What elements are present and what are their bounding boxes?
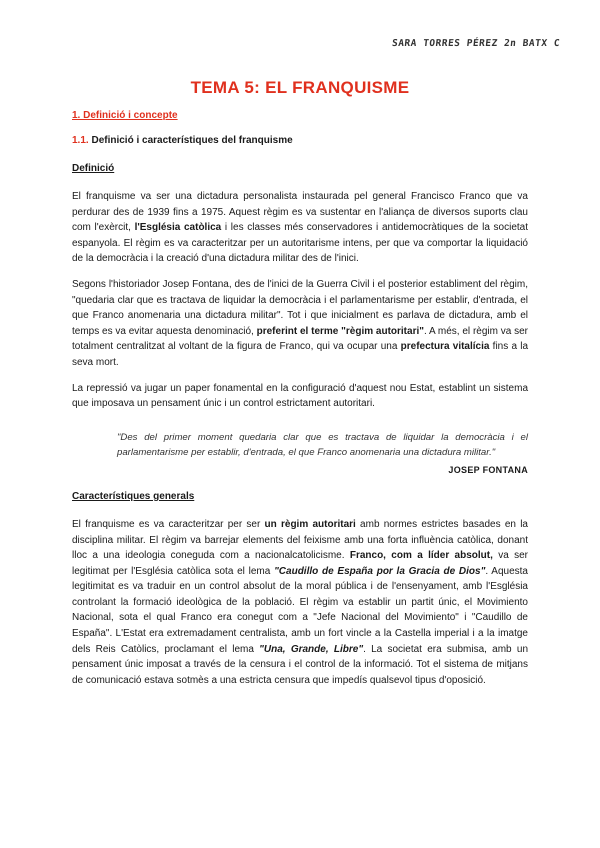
definicio-heading: Definició — [72, 163, 115, 174]
caracteristiques-paragraph: El franquisme es va caracteritzar per ser un règim autoritari amb normes estrictes basades en la disciplina militar. El règim va barrejar elements del feixisme amb una forta influència catòlica, donant lloc a una ideologia coneguda com a nacionalcatolicisme. Franco, com a líder absolut, va ser legitimat per l'Església catòlica sota el lema "Caudillo de España por la Gracia de Dios". Aquesta legitimitat es va traduir en un control absolut de la moral pública i de l'ensenyament, amb l'Església controlant la formació ideològica de la població. El règim va establir un partit únic, el Movimiento Nacional, sota el qual Franco era conegut com a "Jefe Nacional del Movimiento" i "Caudillo de España". L'Estat era extremadament centralista, amb un fort vincle a la Castella imperial i a la imatge dels Reis Catòlics, proclamant el lema "Una, Grande, Libre". La societat era submisa, amb un pensament únic imposat a través de la censura i el control de la informació. Tot el sistema de mitjans de comunicació estava sotmès a una estricta censura que impedís qualsevol tipus d'oposició. — [72, 518, 528, 686]
definicio-paragraph-2: Segons l'historiador Josep Fontana, des de l'inici de la Guerra Civil i el posterior establiment del règim, "quedaria clar que es tractava de liquidar la democràcia i el parlamentarisme per establir, d'entrada, el que Franco anomenaria una dictadura militar". Tot i que inicialment es parlava de dictadura, amb el temps es va evitar aquesta denominació, preferint el terme "règim autoritari". A més, el règim va ser totalment centralitzat al voltant de la figura de Franco, qui va ocupar una prefectura vitalícia fins a la seva mort. — [72, 278, 529, 368]
definicio-paragraph-1: El franquisme va ser una dictadura personalista instaurada pel general Francisco Franco que va perdurar des de 1939 fins a 1975. Aquest règim es va sustentar en l'aliança de diversos suports clau com l'exèrcit, l'Església catòlica i les classes més conservadores i antidemocràtiques de la societat espanyola. El règim es va caracteritzar per un autoritarisme intens, per que va comportar la liquidació de la democràcia i la creació d'una dictadura militar des de l'inici. — [72, 191, 529, 265]
section-1-1-label: Definició i característiques del franquisme — [91, 135, 293, 146]
section-1-heading: 1. Definició i concepte — [72, 110, 178, 121]
fontana-quote: "Des del primer moment quedaria clar que es tractava de liquidar la democràcia i el parlamentarisme per establir, d'entrada, el que Franco anomenaria una dictadura militar." — [117, 431, 528, 459]
caracteristiques-heading: Característiques generals — [72, 490, 195, 502]
quote-author: JOSEP FONTANA — [448, 464, 528, 475]
section-1-1-number: 1.1. — [72, 135, 89, 146]
page-title: TEMA 5: EL FRANQUISME — [190, 78, 410, 97]
definicio-paragraph-3: La repressió va jugar un paper fonamental en la configuració d'aquest nou Estat, establint un sistema que imposava un pensament únic i un control estrictament autoritari. — [72, 382, 528, 410]
document-body — [72, 110, 528, 698]
section-1-1-heading — [72, 135, 528, 146]
author-header-note: SARA TORRES PÉREZ 2n BATX C — [391, 38, 561, 49]
